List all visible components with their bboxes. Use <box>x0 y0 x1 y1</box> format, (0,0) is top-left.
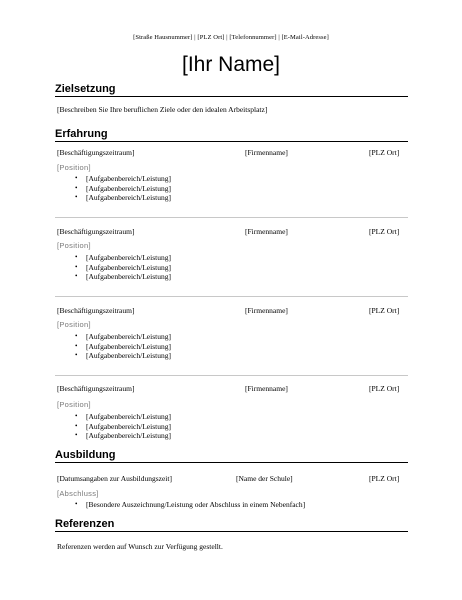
list-item[interactable]: • [Aufgabenbereich/Leistung] <box>72 174 171 184</box>
job-company[interactable]: [Firmenname] <box>245 148 288 157</box>
job-position[interactable]: [Position] <box>57 241 91 250</box>
entry-divider <box>55 296 408 297</box>
job-duties-list <box>72 332 171 361</box>
list-item[interactable]: • [Aufgabenbereich/Leistung] <box>72 193 171 203</box>
job-company[interactable]: [Firmenname] <box>245 306 288 315</box>
job-duties-list <box>72 174 171 203</box>
job-period[interactable]: [Beschäftigungszeitraum] <box>57 306 135 315</box>
section-divider <box>55 96 408 97</box>
job-period[interactable]: [Beschäftigungszeitraum] <box>57 227 135 236</box>
section-divider <box>55 462 408 463</box>
list-item[interactable]: • [Aufgabenbereich/Leistung] <box>72 431 171 441</box>
job-period[interactable]: [Beschäftigungszeitraum] <box>57 384 135 393</box>
job-position[interactable]: [Position] <box>57 320 91 329</box>
page-title[interactable]: [Ihr Name] <box>181 53 281 76</box>
education-dates[interactable]: [Datumsangaben zur Ausbildungszeit] <box>57 474 172 483</box>
list-item[interactable]: • [Aufgabenbereich/Leistung] <box>72 342 171 352</box>
job-location[interactable]: [PLZ Ort] <box>369 227 400 236</box>
job-duties-list <box>72 412 171 441</box>
job-location[interactable]: [PLZ Ort] <box>369 306 400 315</box>
education-degree[interactable]: [Abschluss] <box>57 489 99 498</box>
contact-line[interactable]: [Straße Hausnummer] | [PLZ Ort] | [Telefonnummer] | [E-Mail-Adresse] <box>133 34 329 41</box>
section-heading-education[interactable]: Ausbildung <box>55 449 116 461</box>
list-item[interactable]: • [Aufgabenbereich/Leistung] <box>72 253 171 263</box>
entry-divider <box>55 375 408 376</box>
job-company[interactable]: [Firmenname] <box>245 384 288 393</box>
job-location[interactable]: [PLZ Ort] <box>369 148 400 157</box>
education-details-list <box>72 500 305 510</box>
section-heading-experience[interactable]: Erfahrung <box>55 128 108 140</box>
job-company[interactable]: [Firmenname] <box>245 227 288 236</box>
references-text[interactable]: Referenzen werden auf Wunsch zur Verfügung gestellt. <box>57 542 223 551</box>
list-item[interactable]: • [Aufgabenbereich/Leistung] <box>72 332 171 342</box>
job-period[interactable]: [Beschäftigungszeitraum] <box>57 148 135 157</box>
job-duties-list <box>72 253 171 282</box>
list-item[interactable]: • [Aufgabenbereich/Leistung] <box>72 272 171 282</box>
entry-divider <box>55 217 408 218</box>
objective-text[interactable]: [Beschreiben Sie Ihre beruflichen Ziele oder den idealen Arbeitsplatz] <box>57 105 268 114</box>
education-location[interactable]: [PLZ Ort] <box>369 474 400 483</box>
list-item[interactable]: • [Aufgabenbereich/Leistung] <box>72 351 171 361</box>
list-item[interactable]: • [Aufgabenbereich/Leistung] <box>72 184 171 194</box>
list-item[interactable]: • [Aufgabenbereich/Leistung] <box>72 422 171 432</box>
job-location[interactable]: [PLZ Ort] <box>369 384 400 393</box>
list-item[interactable]: • [Besondere Auszeichnung/Leistung oder Abschluss in einem Nebenfach] <box>72 500 305 510</box>
section-heading-references[interactable]: Referenzen <box>55 518 115 530</box>
section-divider <box>55 531 408 532</box>
section-heading-objective[interactable]: Zielsetzung <box>55 83 116 95</box>
education-school[interactable]: [Name der Schule] <box>236 474 293 483</box>
job-position[interactable]: [Position] <box>57 400 91 409</box>
list-item[interactable]: • [Aufgabenbereich/Leistung] <box>72 412 171 422</box>
job-position[interactable]: [Position] <box>57 163 91 172</box>
list-item[interactable]: • [Aufgabenbereich/Leistung] <box>72 263 171 273</box>
section-divider <box>55 141 408 142</box>
